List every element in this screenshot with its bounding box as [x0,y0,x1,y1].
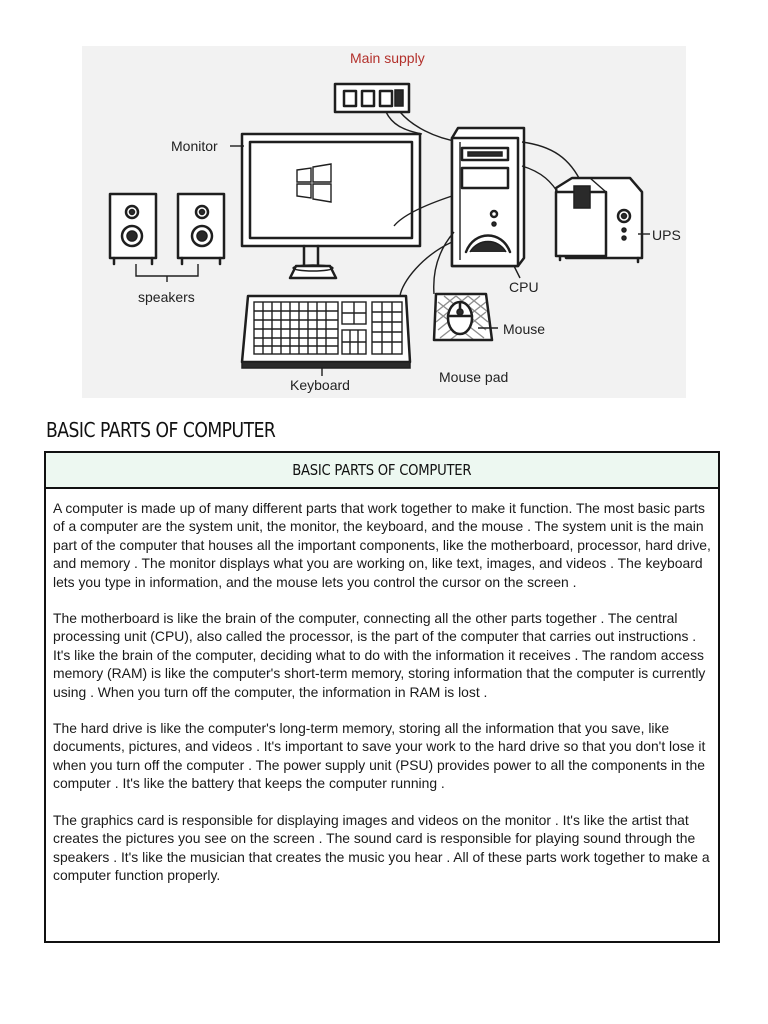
keyboard [242,296,410,368]
mouse-label: Mouse [503,321,546,337]
ups [556,178,642,262]
page-heading: BASIC PARTS OF COMPUTER [46,418,276,442]
paragraph-1: A computer is made up of many different parts that work together to make it function. The most basic parts of a computer are the system unit, the monitor, the keyboard, and the mouse . The system unit is the main part of the computer that houses all the important components, like the motherboard, processor, hard drive, and memory . The monitor displays what you are working on, like text, images, and videos . The keyboard lets you type in information, and the mouse lets you control the cursor on the screen . [53,500,711,590]
computer-parts-drawing [82,46,686,398]
main-supply-socket [335,84,409,112]
main-supply-label: Main supply [350,50,425,66]
mouse [448,302,472,334]
table-header [46,453,718,489]
mouse-pad-label: Mouse pad [439,369,509,385]
speaker-right [178,194,224,264]
table-header-title: BASIC PARTS OF COMPUTER [292,461,472,479]
paragraph-2: The motherboard is like the brain of the computer, connecting all the other parts together . The central processing unit (CPU), also called the processor, is the part of the computer that carries out instructions . It's like the brain of the computer, deciding what to do with the information it receives . The random access memory (RAM) is like the computer's short-term memory, storing information that the computer is currently using . When you turn off the computer, the information in RAM is lost . [53,610,706,700]
speaker-left [110,194,156,264]
ups-label: UPS [652,227,681,243]
paragraph-4: The graphics card is responsible for displaying images and videos on the monitor . It's like the artist that creates the pictures you see on the screen . The sound card is responsible for playing sound through the speakers . It's like the musician that creates the music you hear . All of these parts work together to make a computer function properly. [53,811,710,883]
computer-parts-illustration [82,46,686,398]
keyboard-label: Keyboard [290,377,350,393]
table-body [46,489,718,884]
content-table [44,451,720,943]
cpu-label: CPU [509,279,539,295]
monitor-label: Monitor [171,138,218,154]
paragraph-3: The hard drive is like the computer's long-term memory, storing all the information that you save, like documents, pictures, and videos . It's important to save your work to the hard drive so that you don't lose it when you turn off the computer . The power supply unit (PSU) provides power to all the components in the computer . It's like the battery that keeps the computer running . [53,720,706,792]
monitor [242,134,420,278]
speakers-label: speakers [138,289,195,305]
cpu-tower [452,128,524,266]
